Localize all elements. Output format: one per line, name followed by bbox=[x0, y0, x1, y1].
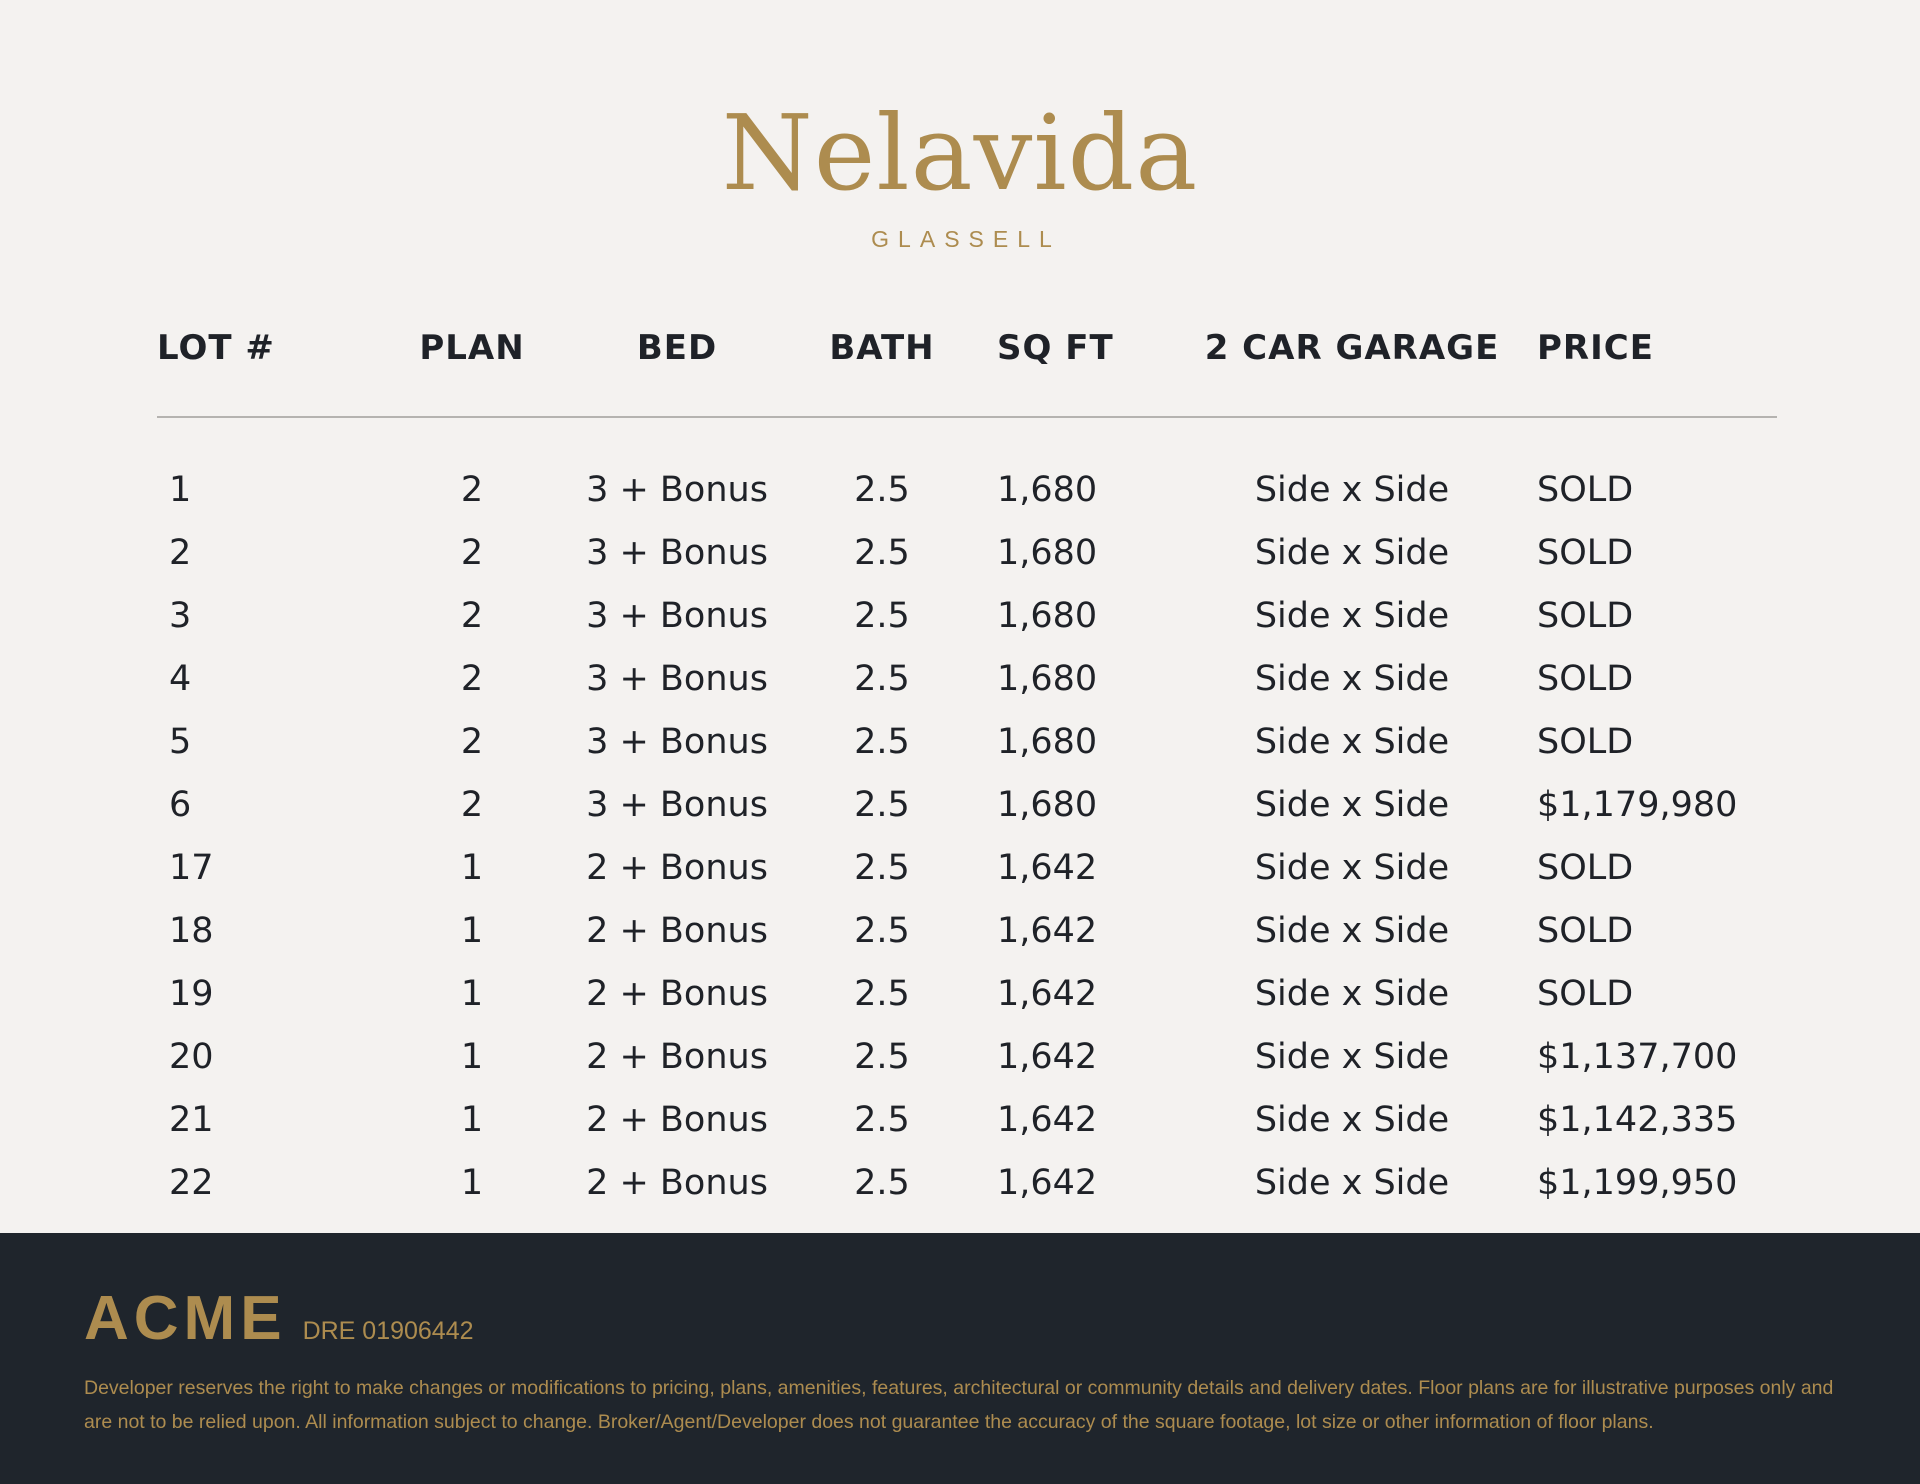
cell-lot: 4 bbox=[169, 658, 192, 699]
cell-bed: 2 + Bonus bbox=[586, 973, 768, 1014]
cell-bath: 2.5 bbox=[854, 469, 910, 510]
cell-garage: Side x Side bbox=[1254, 1099, 1450, 1140]
table-row bbox=[157, 899, 1777, 962]
cell-bed: 2 + Bonus bbox=[586, 847, 768, 888]
cell-lot: 2 bbox=[169, 532, 192, 573]
cell-bed: 3 + Bonus bbox=[586, 721, 768, 762]
cell-lot: 3 bbox=[169, 595, 192, 636]
cell-garage: Side x Side bbox=[1254, 910, 1450, 951]
cell-bed: 2 + Bonus bbox=[586, 1036, 768, 1077]
cell-plan: 1 bbox=[460, 1099, 484, 1140]
cell-bath: 2.5 bbox=[854, 1099, 910, 1140]
cell-plan: 2 bbox=[460, 469, 484, 510]
cell-price: $1,199,950 bbox=[1537, 1162, 1738, 1203]
table-header-row bbox=[157, 318, 1777, 417]
table-row bbox=[157, 1025, 1777, 1088]
cell-bath: 2.5 bbox=[854, 1036, 910, 1077]
table-row bbox=[157, 962, 1777, 1025]
cell-plan: 1 bbox=[460, 910, 484, 951]
cell-lot: 1 bbox=[169, 469, 192, 510]
footer-logo bbox=[84, 1283, 474, 1354]
cell-sqft: 1,642 bbox=[997, 973, 1098, 1014]
cell-price: SOLD bbox=[1537, 721, 1634, 762]
cell-lot: 22 bbox=[169, 1162, 214, 1203]
cell-plan: 2 bbox=[460, 721, 484, 762]
cell-price: SOLD bbox=[1537, 910, 1634, 951]
cell-price: $1,179,980 bbox=[1537, 784, 1738, 825]
cell-plan: 1 bbox=[460, 973, 484, 1014]
footer bbox=[0, 1233, 1920, 1484]
cell-price: SOLD bbox=[1537, 973, 1634, 1014]
cell-bed: 2 + Bonus bbox=[586, 1099, 768, 1140]
cell-lot: 6 bbox=[169, 784, 192, 825]
cell-garage: Side x Side bbox=[1254, 658, 1450, 699]
cell-plan: 2 bbox=[460, 595, 484, 636]
table-body bbox=[157, 417, 1777, 1214]
header-garage: 2 CAR GARAGE bbox=[1167, 318, 1537, 417]
cell-lot: 20 bbox=[169, 1036, 214, 1077]
cell-sqft: 1,680 bbox=[997, 595, 1098, 636]
cell-garage: Side x Side bbox=[1254, 973, 1450, 1014]
cell-bath: 2.5 bbox=[854, 847, 910, 888]
cell-plan: 1 bbox=[460, 1036, 484, 1077]
disclaimer-text: Developer reserves the right to make changes or modifications to pricing, plans, amenities, features, architectural or community details and delivery dates. Floor plans are for illustrative purposes only and are not to be relied upon. All information subject to change. Broker/Agent/Developer does not guarantee the accuracy of the square footage, lot size or other information of floor plans. bbox=[84, 1377, 1834, 1433]
cell-price: SOLD bbox=[1537, 658, 1634, 699]
cell-bath: 2.5 bbox=[854, 910, 910, 951]
table-row bbox=[157, 773, 1777, 836]
table-row bbox=[157, 521, 1777, 584]
brand-subtitle: GLASSELL bbox=[871, 226, 1061, 252]
brand-name: Nelavida bbox=[721, 92, 1199, 214]
cell-garage: Side x Side bbox=[1254, 847, 1450, 888]
table-row bbox=[157, 647, 1777, 710]
cell-sqft: 1,680 bbox=[997, 721, 1098, 762]
cell-garage: Side x Side bbox=[1254, 784, 1450, 825]
cell-plan: 2 bbox=[460, 784, 484, 825]
cell-plan: 2 bbox=[460, 532, 484, 573]
cell-sqft: 1,680 bbox=[997, 532, 1098, 573]
cell-price: $1,137,700 bbox=[1537, 1036, 1738, 1077]
cell-sqft: 1,680 bbox=[997, 784, 1098, 825]
table-row bbox=[157, 1088, 1777, 1151]
table-row bbox=[157, 584, 1777, 647]
cell-price: SOLD bbox=[1537, 469, 1634, 510]
cell-sqft: 1,680 bbox=[997, 469, 1098, 510]
cell-lot: 21 bbox=[169, 1099, 214, 1140]
cell-bed: 3 + Bonus bbox=[586, 784, 768, 825]
header-bed: BED bbox=[557, 318, 797, 417]
cell-bed: 2 + Bonus bbox=[586, 910, 768, 951]
table-row bbox=[157, 836, 1777, 899]
cell-price: SOLD bbox=[1537, 847, 1634, 888]
pricing-table-container bbox=[157, 318, 1747, 1214]
header-price: PRICE bbox=[1537, 318, 1777, 417]
cell-bed: 3 + Bonus bbox=[586, 532, 768, 573]
cell-lot: 19 bbox=[169, 973, 214, 1014]
cell-garage: Side x Side bbox=[1254, 1036, 1450, 1077]
table-row bbox=[157, 710, 1777, 773]
cell-garage: Side x Side bbox=[1254, 595, 1450, 636]
cell-lot: 18 bbox=[169, 910, 214, 951]
header-bath: BATH bbox=[797, 318, 967, 417]
cell-plan: 1 bbox=[460, 1162, 484, 1203]
cell-garage: Side x Side bbox=[1254, 469, 1450, 510]
cell-bed: 3 + Bonus bbox=[586, 469, 768, 510]
cell-price: $1,142,335 bbox=[1537, 1099, 1738, 1140]
cell-bath: 2.5 bbox=[854, 721, 910, 762]
cell-plan: 1 bbox=[460, 847, 484, 888]
cell-bath: 2.5 bbox=[854, 658, 910, 699]
cell-price: SOLD bbox=[1537, 595, 1634, 636]
cell-bed: 2 + Bonus bbox=[586, 1162, 768, 1203]
cell-bed: 3 + Bonus bbox=[586, 658, 768, 699]
cell-bath: 2.5 bbox=[854, 784, 910, 825]
cell-sqft: 1,642 bbox=[997, 1036, 1098, 1077]
cell-lot: 5 bbox=[169, 721, 192, 762]
cell-price: SOLD bbox=[1537, 532, 1634, 573]
header-sqft: SQ FT bbox=[967, 318, 1167, 417]
cell-bed: 3 + Bonus bbox=[586, 595, 768, 636]
table-row bbox=[157, 1151, 1777, 1214]
cell-bath: 2.5 bbox=[854, 1162, 910, 1203]
brand-logo bbox=[0, 88, 1920, 253]
table-row bbox=[157, 417, 1777, 521]
header-lot: LOT # bbox=[157, 318, 387, 417]
cell-sqft: 1,642 bbox=[997, 1162, 1098, 1203]
cell-sqft: 1,642 bbox=[997, 1099, 1098, 1140]
acme-logo: ACME bbox=[84, 1284, 287, 1353]
cell-bath: 2.5 bbox=[854, 595, 910, 636]
cell-garage: Side x Side bbox=[1254, 1162, 1450, 1203]
cell-sqft: 1,680 bbox=[997, 658, 1098, 699]
cell-sqft: 1,642 bbox=[997, 910, 1098, 951]
dre-license: DRE 01906442 bbox=[302, 1317, 474, 1345]
cell-lot: 17 bbox=[169, 847, 214, 888]
cell-bath: 2.5 bbox=[854, 532, 910, 573]
cell-sqft: 1,642 bbox=[997, 847, 1098, 888]
cell-bath: 2.5 bbox=[854, 973, 910, 1014]
cell-garage: Side x Side bbox=[1254, 721, 1450, 762]
cell-garage: Side x Side bbox=[1254, 532, 1450, 573]
pricing-table bbox=[157, 318, 1777, 1214]
cell-plan: 2 bbox=[460, 658, 484, 699]
header-plan: PLAN bbox=[387, 318, 557, 417]
